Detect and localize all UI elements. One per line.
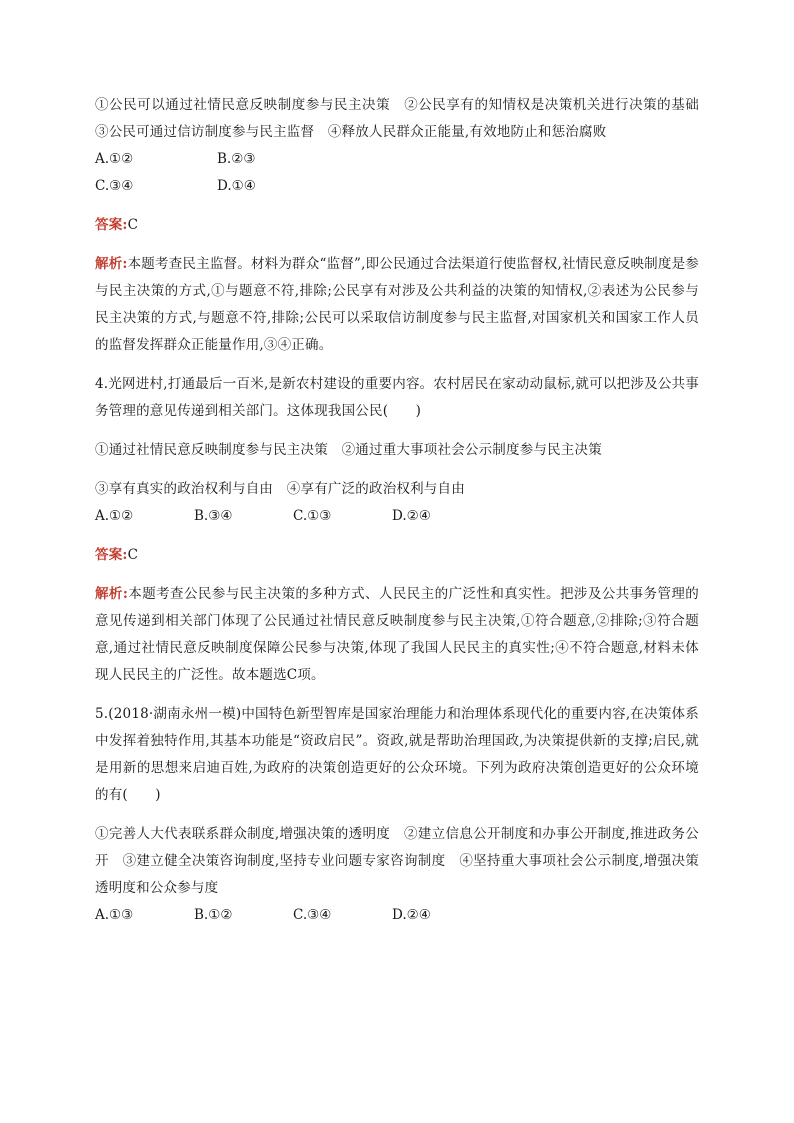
q4-analysis [95,581,699,689]
q5-statements: ①完善人大代表联系群众制度,增强决策的透明度 ②建立信息公开制度和办事公开制度,推进政务公开 ③建立健全决策咨询制度,坚持专业问题专家咨询制度 ④坚持重大事项社会公示制度,增强决策透明度和公众参与度 [95,826,699,896]
q3-option-c[interactable]: C.③④ [95,178,134,194]
analysis-label: 解析: [95,586,129,602]
q3-option-b[interactable]: B.②③ [217,151,256,167]
answer-value: C [127,217,139,233]
q3-statements: ①公民可以通过社情民意反映制度参与民主决策 ②公民享有的知情权是决策机关进行决策的基础 ③公民可通过信访制度参与民主监督 ④释放人民群众正能量,有效地防止和惩治腐败 [95,97,713,140]
q4-stem: 4.光网进村,打通最后一百米,是新农村建设的重要内容。农村居民在家动动鼠标,就可以把涉及公共事务管理的意见传递到相关部门。这体现我国公民( ) [95,376,699,419]
q4-answer [95,542,699,569]
q4-statements-2: ③享有真实的政治权利与自由 ④享有广泛的政治权利与自由 [95,481,465,497]
q4-options [95,503,699,530]
q3-option-d[interactable]: D.①④ [217,178,256,194]
q4-option-b[interactable]: B.③④ [194,508,233,524]
answer-label: 答案: [95,547,128,563]
q3-answer [95,212,699,239]
q5-option-a[interactable]: A.①③ [95,907,134,923]
answer-label: 答案: [95,217,128,233]
q5-stem: 5.(2018·湖南永州一模)中国特色新型智库是国家治理能力和治理体系现代化的重要内容,在决策体系中发挥着独特作用,其基本功能是“资政启民”。资政,就是帮助治理国政,为决策提供新的支撑;启民,就是用新的思想来启迪百姓,为政府的决策创造更好的公众环境。下列为政府决策创造更好的公众环境的有( ) [95,706,699,803]
q4-statements-1: ①通过社情民意反映制度参与民主决策 ②通过重大事项社会公示制度参与民主决策 [95,442,602,458]
answer-value: C [127,547,139,563]
q4-option-a[interactable]: A.①② [95,508,134,524]
q5-option-d[interactable]: D.②④ [392,907,431,923]
q5-options [95,902,699,929]
q3-option-a[interactable]: A.①② [95,151,134,167]
analysis-label: 解析: [95,256,128,272]
q4-option-c[interactable]: C.①③ [293,508,332,524]
q3-analysis [95,251,699,359]
document-page [95,92,713,929]
q5-option-c[interactable]: C.③④ [293,907,332,923]
q5-option-b[interactable]: B.①② [194,907,233,923]
analysis-text: 本题考查民主监督。材料为群众“监督”,即公民通过合法渠道行使监督权,社情民意反映制度是参与民主决策的方式,①与题意不符,排除;公民享有对涉及公共利益的决策的知情权,②表述为公民参与民主决策的方式,与题意不符,排除;公民可以采取信访制度参与民主监督,对国家机关和国家工作人员的监督发挥群众正能量作用,③④正确。 [95,256,699,353]
q3-options-row-2 [95,173,699,200]
analysis-text: 本题考查公民参与民主决策的多种方式、人民民主的广泛性和真实性。把涉及公共事务管理的意见传递到相关部门体现了公民通过社情民意反映制度参与民主决策,①符合题意,②排除;③符合题意,通过社情民意反映制度保障公民参与决策,体现了我国人民民主的真实性;④不符合题意,材料未体现人民民主的广泛性。故本题选C项。 [95,586,699,683]
q3-options-row-1 [95,146,699,173]
q4-option-d[interactable]: D.②④ [392,508,431,524]
